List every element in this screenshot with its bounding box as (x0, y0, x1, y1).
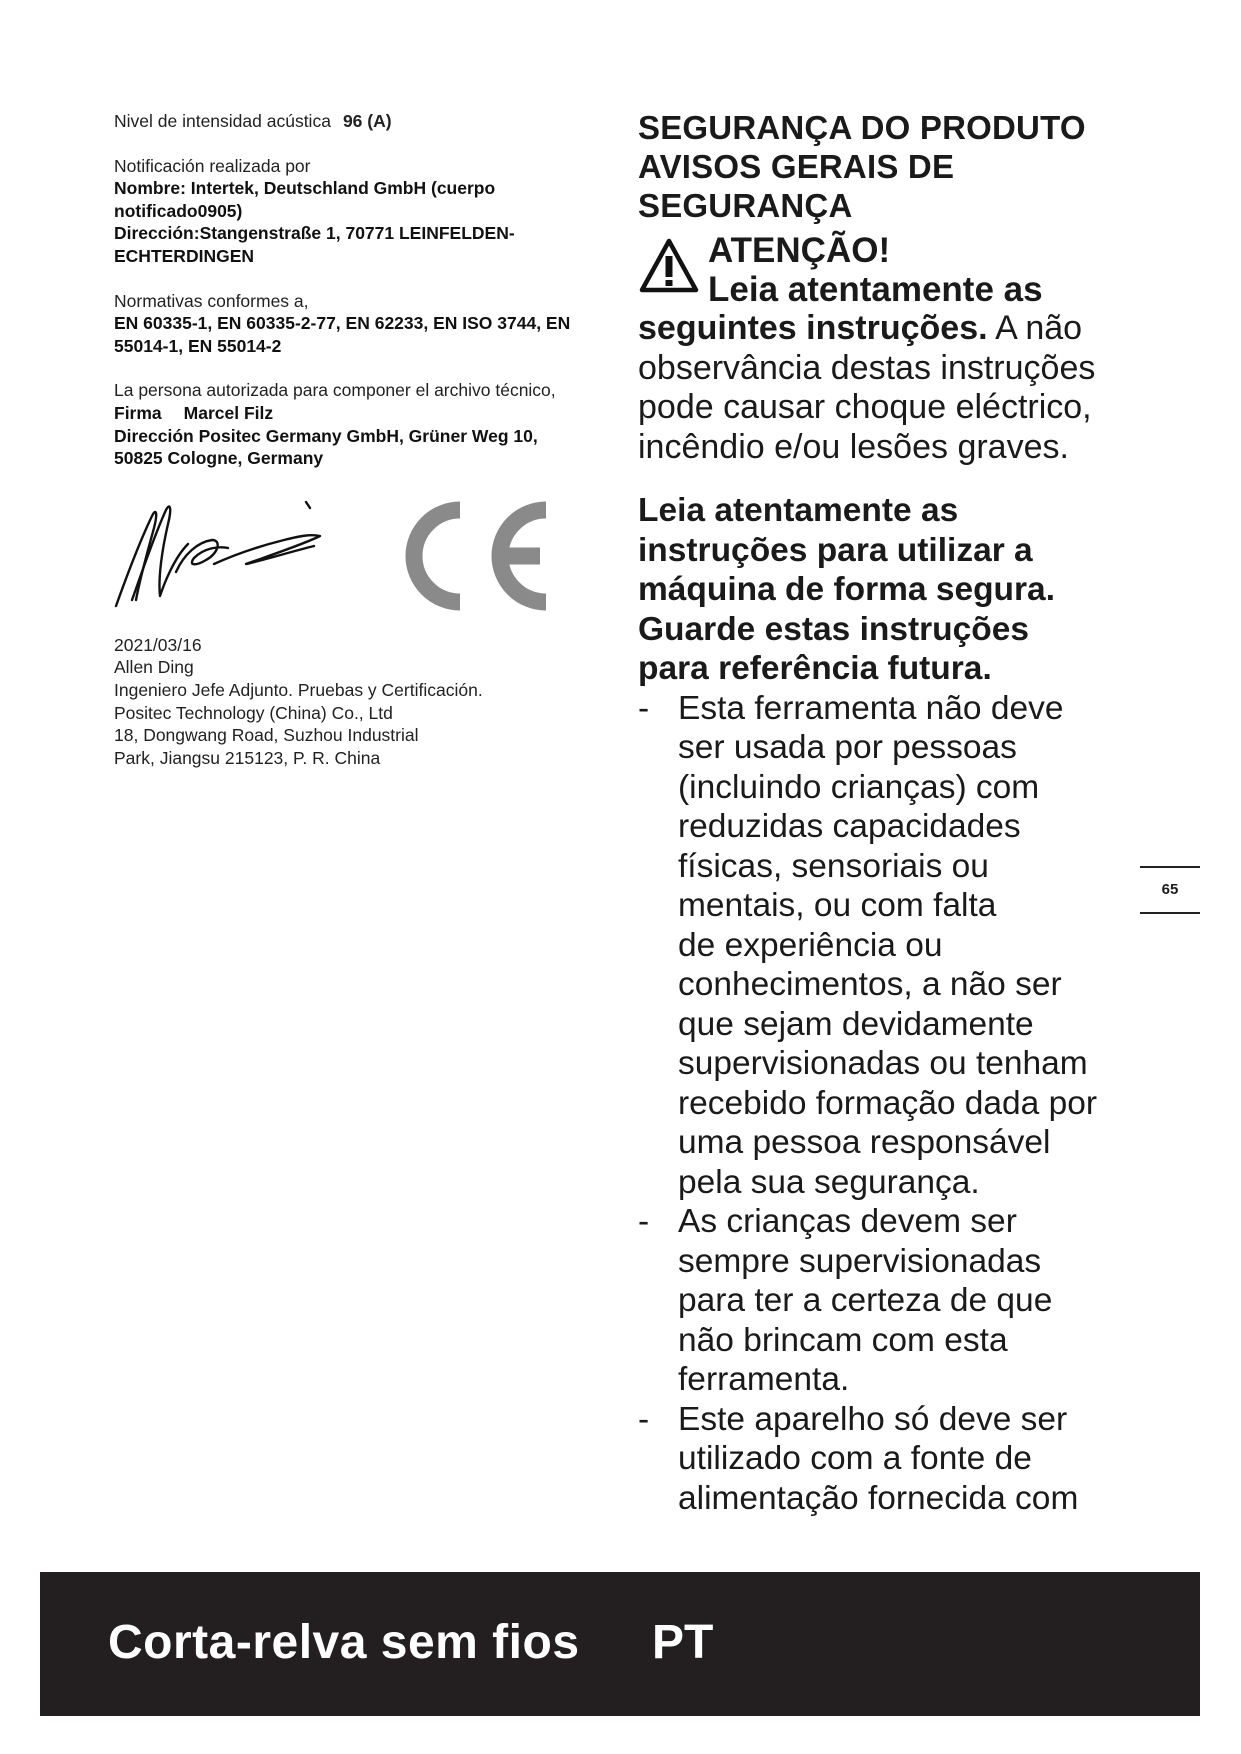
ce-mark-icon (400, 498, 560, 614)
warning-title: ATENÇÃO! (708, 231, 891, 270)
list-item (638, 1202, 1138, 1400)
firma-label: Firma (114, 402, 162, 423)
list-item-line: que sejam devidamente (678, 1005, 1034, 1043)
notified-body-address: Dirección:Stangenstraße 1, 70771 LEINFELDEN- (114, 223, 515, 244)
list-item-line: de experiência ou (678, 926, 943, 964)
page-number: 65 (1140, 866, 1200, 914)
warning-line-2-rest: A não (987, 309, 1083, 347)
list-item-line: Este aparelho só deve ser (678, 1400, 1068, 1438)
safety-heading-line-1: SEGURANÇA DO PRODUTO (638, 109, 1086, 146)
list-item-line: As crianças devem ser (678, 1203, 1017, 1240)
handwritten-signature (114, 488, 364, 618)
notified-body-name-cont: notificado0905) (114, 200, 243, 221)
noise-level-value: 96 (A) (342, 111, 392, 131)
notified-by-label: Notificación realizada por (114, 155, 311, 176)
list-dash: - (638, 1400, 650, 1438)
warning-line-4: pode causar choque eléctrico, (638, 388, 1092, 426)
notified-body-address-cont: ECHTERDINGEN (114, 245, 255, 266)
warning-line-5: incêndio e/ou lesões graves. (638, 427, 1069, 466)
firma-line (114, 402, 614, 425)
standards-list: EN 60335-1, EN 60335-2-77, EN 62233, EN ISO 3744, EN (114, 313, 571, 334)
positec-address-cont: 50825 Cologne, Germany (114, 448, 324, 469)
list-dash: - (638, 1203, 650, 1240)
footer-language-code: PT (652, 1616, 714, 1669)
warning-line-2 (638, 309, 1138, 349)
instructions-line-1: Leia atentamente as (638, 492, 959, 529)
safety-heading-line-3: SEGURANÇA (638, 187, 853, 224)
warning-line-3: observância destas instruções (638, 348, 1096, 387)
authorized-person-label: La persona autorizada para componer el archivo técnico, (114, 380, 556, 401)
instructions-line-3: máquina de forma segura. (638, 571, 1055, 608)
list-item-line: utilizado com a fonte de (678, 1440, 1032, 1477)
instructions-line-2: instruções para utilizar a (638, 531, 1033, 569)
notified-body-name: Nombre: Intertek, Deutschland GmbH (cuerpo (114, 178, 496, 199)
instructions-line-5: para referência futura. (638, 650, 992, 687)
company-address-2: Park, Jiangsu 215123, P. R. China (114, 747, 381, 768)
declaration-column (114, 110, 614, 769)
list-item-line: ferramenta. (678, 1361, 850, 1398)
instructions-line-4: Guarde estas instruções (638, 610, 1029, 648)
list-item-line: não brincam com esta (678, 1321, 1008, 1359)
instructions-notice (638, 491, 1138, 689)
signer-name: Allen Ding (114, 657, 194, 678)
standards-list-cont: 55014-1, EN 55014-2 (114, 335, 282, 356)
noise-level-label: Nivel de intensidad acústica (114, 111, 331, 131)
declaration-date: 2021/03/16 (114, 634, 202, 655)
list-item-line: uma pessoa responsável (678, 1124, 1051, 1161)
company-name: Positec Technology (China) Co., Ltd (114, 702, 393, 723)
list-item-line: alimentação fornecida com (678, 1479, 1079, 1517)
list-item-line: recebido formação dada por (678, 1084, 1098, 1122)
safety-list (638, 689, 1138, 1519)
list-item-line: Esta ferramenta não deve (678, 689, 1064, 727)
warning-line-2-bold: seguintes instruções. (638, 309, 988, 347)
company-address-1: 18, Dongwang Road, Suzhou Industrial (114, 725, 419, 746)
standards-label: Normativas conformes a, (114, 290, 309, 311)
firma-name: Marcel Filz (183, 402, 274, 423)
list-item (638, 1400, 1138, 1519)
list-item-line: físicas, sensoriais ou (678, 847, 989, 885)
list-item-line: supervisionadas ou tenham (678, 1045, 1088, 1082)
positec-address: Dirección Positec Germany GmbH, Grüner Weg 10, (114, 425, 538, 446)
signer-title: Ingeniero Jefe Adjunto. Pruebas y Certificación. (114, 679, 483, 700)
list-item-line: pela sua segurança. (678, 1163, 980, 1201)
list-item (638, 689, 1138, 1203)
list-item-line: sempre supervisionadas (678, 1242, 1042, 1280)
warning-triangle-icon (638, 237, 700, 295)
signature-row (114, 488, 614, 628)
footer-band (40, 1572, 1200, 1716)
list-item-line: ser usada por pessoas (678, 729, 1017, 766)
list-item-line: reduzidas capacidades (678, 808, 1021, 845)
safety-heading-line-2: AVISOS GERAIS DE (638, 148, 955, 185)
warning-block (638, 231, 1138, 309)
list-item-line: conhecimentos, a não ser (678, 966, 1062, 1003)
list-item-line: mentais, ou com falta (678, 887, 997, 924)
noise-level-line (114, 110, 614, 133)
list-dash: - (638, 689, 650, 727)
list-item-line: para ter a certeza de que (678, 1282, 1053, 1319)
warning-line-1: Leia atentamente as (708, 270, 1043, 309)
list-item-line: (incluindo crianças) com (678, 768, 1040, 806)
safety-column (638, 108, 1138, 1518)
footer-product-title: Corta-relva sem fios (108, 1616, 580, 1669)
